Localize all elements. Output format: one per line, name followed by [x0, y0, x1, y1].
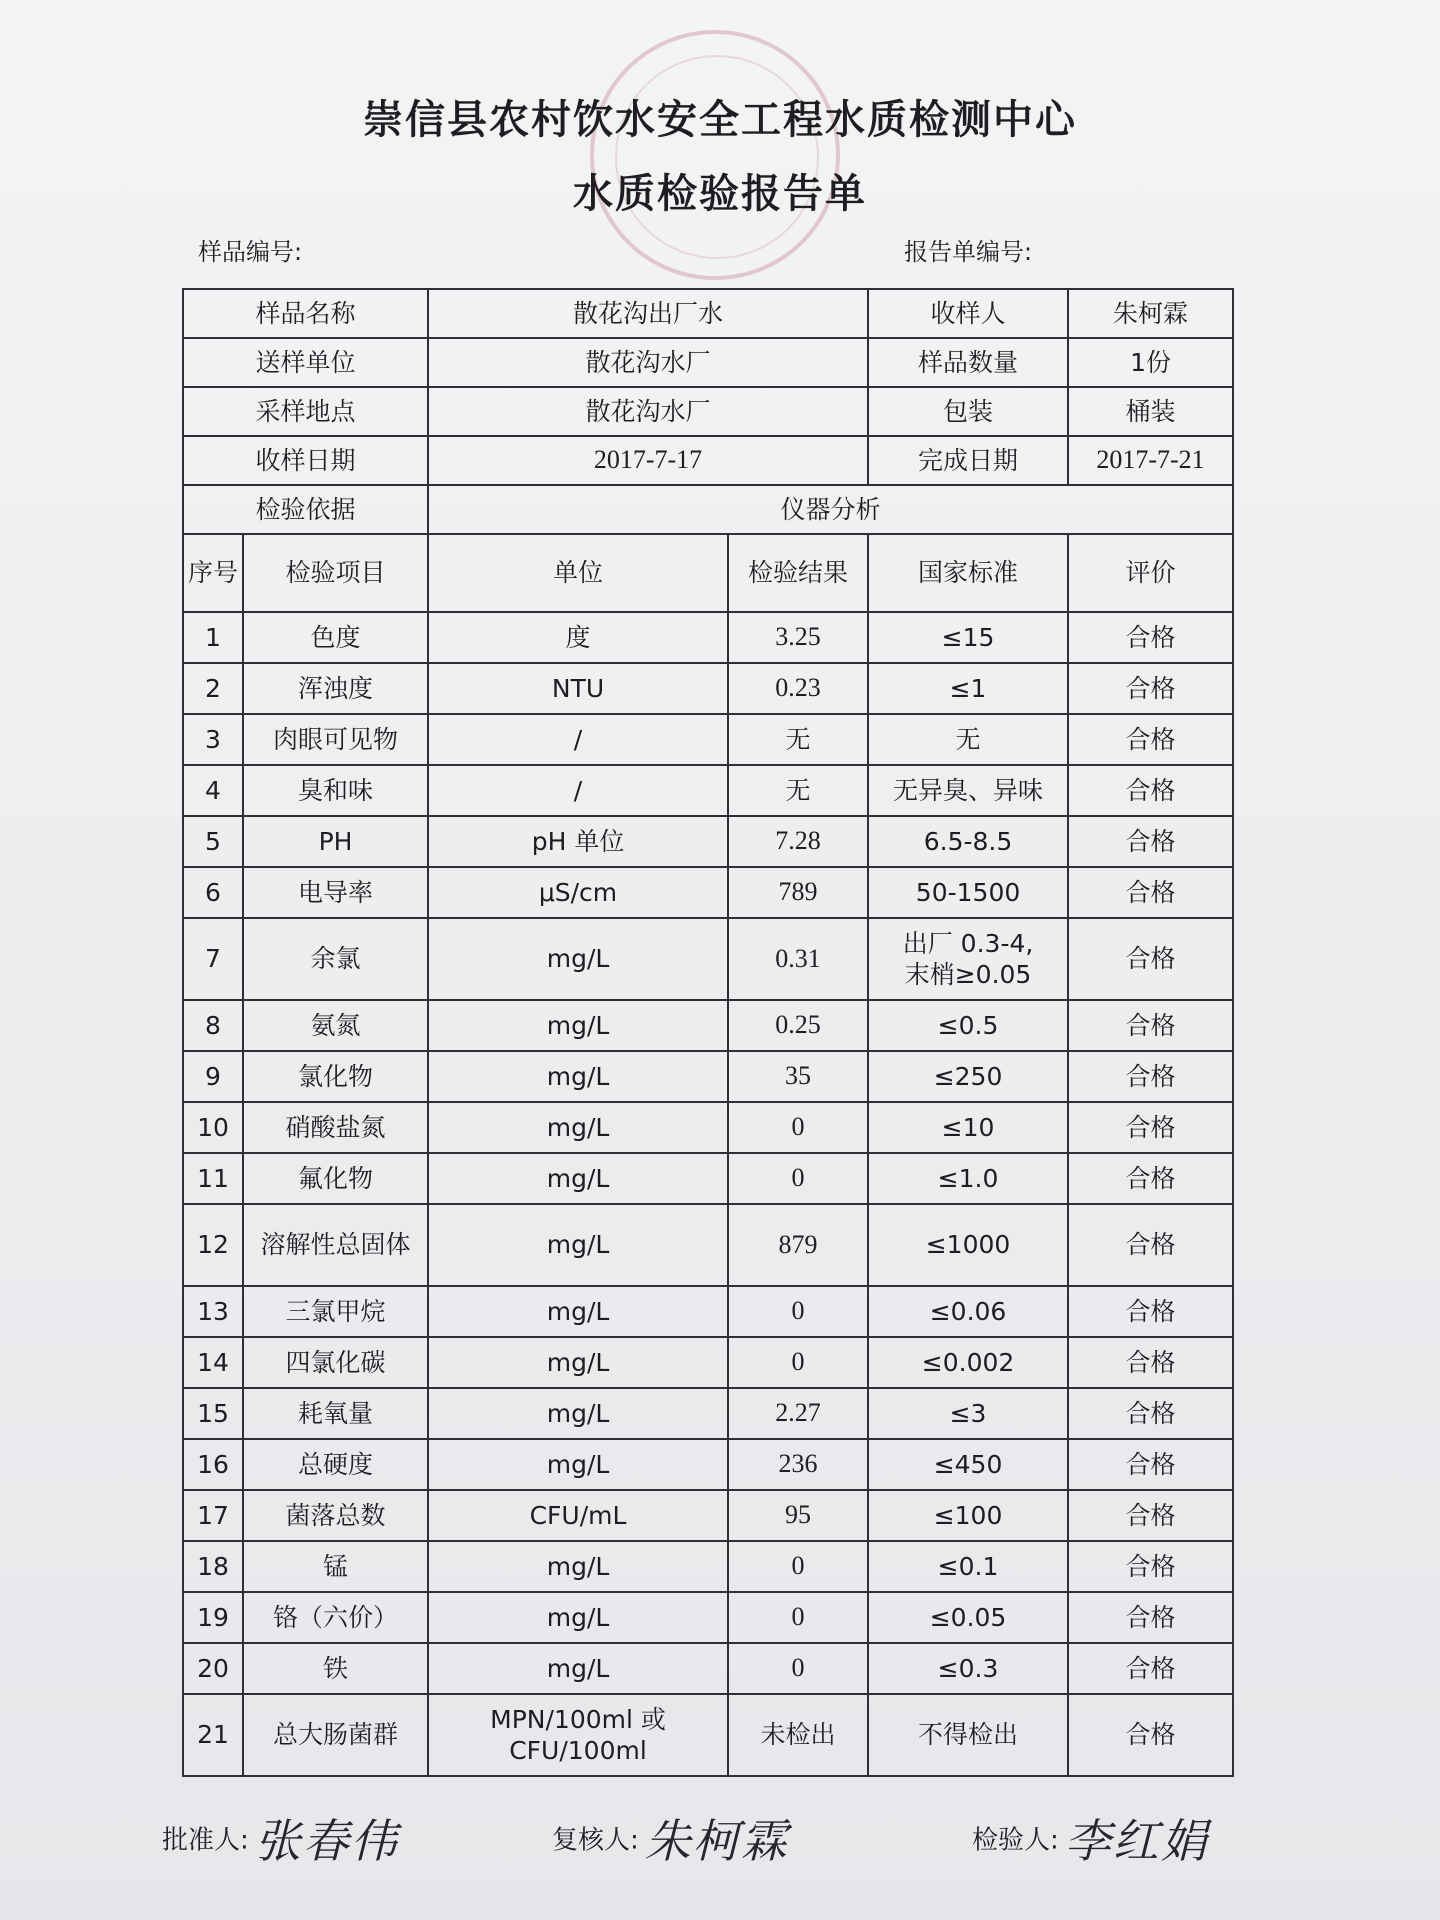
row-unit: CFU/mL — [428, 1490, 728, 1541]
row-unit: mg/L — [428, 1051, 728, 1102]
row-item: 硝酸盐氮 — [243, 1102, 428, 1153]
row-unit: mg/L — [428, 1153, 728, 1204]
row-result: 0 — [728, 1643, 868, 1694]
row-result: 879 — [728, 1204, 868, 1286]
info-label: 样品数量 — [868, 338, 1068, 387]
row-item: 肉眼可见物 — [243, 714, 428, 765]
row-unit-line: MPN/100ml 或 — [490, 1704, 666, 1734]
report-title: 崇信县农村饮水安全工程水质检测中心 — [363, 96, 1077, 143]
row-item: 四氯化碳 — [243, 1337, 428, 1388]
row-result: 无 — [728, 765, 868, 816]
row-evaluation: 合格 — [1068, 918, 1233, 1000]
row-standard: 50-1500 — [868, 867, 1068, 918]
column-header: 国家标准 — [868, 534, 1068, 612]
table-row — [183, 612, 1233, 663]
row-unit: / — [428, 714, 728, 765]
row-unit: mg/L — [428, 1388, 728, 1439]
row-number: 21 — [183, 1694, 243, 1776]
row-result: 0 — [728, 1337, 868, 1388]
row-number: 8 — [183, 1000, 243, 1051]
row-unit: mg/L — [428, 1204, 728, 1286]
row-standard: 无异臭、异味 — [868, 765, 1068, 816]
row-evaluation: 合格 — [1068, 1000, 1233, 1051]
info-row-sample-name — [183, 289, 1233, 338]
row-item: 总硬度 — [243, 1439, 428, 1490]
row-item: 臭和味 — [243, 765, 428, 816]
row-standard — [868, 918, 1068, 1000]
row-item: 色度 — [243, 612, 428, 663]
row-standard: ≤3 — [868, 1388, 1068, 1439]
row-number: 17 — [183, 1490, 243, 1541]
row-item: 锰 — [243, 1541, 428, 1592]
column-header: 序号 — [183, 534, 243, 612]
seal-inner-ring — [615, 55, 819, 259]
row-number: 16 — [183, 1439, 243, 1490]
report-subtitle: 水质检验报告单 — [573, 170, 867, 217]
table-row — [183, 1102, 1233, 1153]
inspector-signature: 李红娟 — [1064, 1814, 1209, 1868]
inspector-label: 检验人: — [972, 1825, 1059, 1856]
row-item: 总大肠菌群 — [243, 1694, 428, 1776]
row-result: 0 — [728, 1102, 868, 1153]
row-unit: mg/L — [428, 1592, 728, 1643]
row-evaluation: 合格 — [1068, 714, 1233, 765]
row-evaluation: 合格 — [1068, 1541, 1233, 1592]
row-result: 0.23 — [728, 663, 868, 714]
info-row-sender — [183, 338, 1233, 387]
row-number: 5 — [183, 816, 243, 867]
table-row — [183, 1694, 1233, 1776]
row-standard: ≤1.0 — [868, 1153, 1068, 1204]
report-number-label: 报告单编号: — [904, 238, 1033, 266]
row-unit: 度 — [428, 612, 728, 663]
info-value: 散花沟水厂 — [428, 338, 868, 387]
row-evaluation: 合格 — [1068, 816, 1233, 867]
row-unit: mg/L — [428, 1541, 728, 1592]
row-number: 20 — [183, 1643, 243, 1694]
row-unit: mg/L — [428, 1000, 728, 1051]
row-result: 未检出 — [728, 1694, 868, 1776]
row-standard-line: 末梢≥0.05 — [904, 960, 1032, 989]
row-unit: mg/L — [428, 1337, 728, 1388]
row-result: 95 — [728, 1490, 868, 1541]
table-row — [183, 765, 1233, 816]
row-evaluation: 合格 — [1068, 1051, 1233, 1102]
info-label: 送样单位 — [183, 338, 428, 387]
info-row-dates — [183, 436, 1233, 485]
row-item: 电导率 — [243, 867, 428, 918]
row-result: 0 — [728, 1286, 868, 1337]
column-header: 单位 — [428, 534, 728, 612]
row-standard: ≤0.05 — [868, 1592, 1068, 1643]
inspector-block — [972, 1805, 1209, 1871]
row-result: 3.25 — [728, 612, 868, 663]
row-evaluation: 合格 — [1068, 1490, 1233, 1541]
row-standard: 6.5-8.5 — [868, 816, 1068, 867]
row-result: 789 — [728, 867, 868, 918]
row-number: 9 — [183, 1051, 243, 1102]
row-number: 7 — [183, 918, 243, 1000]
row-standard: ≤250 — [868, 1051, 1068, 1102]
row-result: 0 — [728, 1592, 868, 1643]
row-number: 11 — [183, 1153, 243, 1204]
row-evaluation: 合格 — [1068, 867, 1233, 918]
table-row — [183, 867, 1233, 918]
table-row — [183, 663, 1233, 714]
column-header: 检验项目 — [243, 534, 428, 612]
row-number: 15 — [183, 1388, 243, 1439]
table-row — [183, 714, 1233, 765]
table-row — [183, 1490, 1233, 1541]
row-number: 6 — [183, 867, 243, 918]
row-item: 铁 — [243, 1643, 428, 1694]
row-standard: ≤0.5 — [868, 1000, 1068, 1051]
row-unit: mg/L — [428, 1643, 728, 1694]
row-number: 14 — [183, 1337, 243, 1388]
info-label: 样品名称 — [183, 289, 428, 338]
row-item: 浑浊度 — [243, 663, 428, 714]
row-item: 氯化物 — [243, 1051, 428, 1102]
row-evaluation: 合格 — [1068, 1694, 1233, 1776]
info-label: 包装 — [868, 387, 1068, 436]
row-result: 0 — [728, 1153, 868, 1204]
column-header: 检验结果 — [728, 534, 868, 612]
row-evaluation: 合格 — [1068, 1153, 1233, 1204]
row-unit: μS/cm — [428, 867, 728, 918]
row-evaluation: 合格 — [1068, 1286, 1233, 1337]
row-item: 氟化物 — [243, 1153, 428, 1204]
row-unit: / — [428, 765, 728, 816]
row-number: 18 — [183, 1541, 243, 1592]
row-standard: ≤100 — [868, 1490, 1068, 1541]
info-value: 散花沟水厂 — [428, 387, 868, 436]
row-number: 19 — [183, 1592, 243, 1643]
row-result: 无 — [728, 714, 868, 765]
table-row — [183, 816, 1233, 867]
row-evaluation: 合格 — [1068, 663, 1233, 714]
row-standard: 不得检出 — [868, 1694, 1068, 1776]
row-number: 3 — [183, 714, 243, 765]
row-unit: mg/L — [428, 1286, 728, 1337]
column-header-row — [183, 534, 1233, 612]
reviewer-label: 复核人: — [552, 1825, 639, 1856]
row-standard: ≤450 — [868, 1439, 1068, 1490]
row-standard: ≤0.1 — [868, 1541, 1068, 1592]
column-header: 评价 — [1068, 534, 1233, 612]
row-item: 余氯 — [243, 918, 428, 1000]
table-row — [183, 1337, 1233, 1388]
row-unit: mg/L — [428, 1102, 728, 1153]
row-result: 35 — [728, 1051, 868, 1102]
row-result: 2.27 — [728, 1388, 868, 1439]
row-item: 溶解性总固体 — [243, 1204, 428, 1286]
row-item: 氨氮 — [243, 1000, 428, 1051]
row-unit: mg/L — [428, 918, 728, 1000]
table-row — [183, 918, 1233, 1000]
row-unit: mg/L — [428, 1439, 728, 1490]
row-item: 铬（六价） — [243, 1592, 428, 1643]
info-value: 散花沟出厂水 — [428, 289, 868, 338]
row-item: 三氯甲烷 — [243, 1286, 428, 1337]
info-value: 1份 — [1068, 338, 1233, 387]
row-evaluation: 合格 — [1068, 765, 1233, 816]
approver-block — [162, 1805, 399, 1871]
row-number: 1 — [183, 612, 243, 663]
row-standard-line: 出厂 0.3-4, — [902, 928, 1034, 958]
row-unit-line: CFU/100ml — [509, 1736, 647, 1765]
row-result: 236 — [728, 1439, 868, 1490]
row-result: 0.31 — [728, 918, 868, 1000]
table-row — [183, 1439, 1233, 1490]
row-unit: pH 单位 — [428, 816, 728, 867]
row-standard: ≤15 — [868, 612, 1068, 663]
row-number: 12 — [183, 1204, 243, 1286]
table-row — [183, 1541, 1233, 1592]
reviewer-block — [552, 1805, 789, 1871]
info-value: 2017-7-21 — [1068, 436, 1233, 485]
info-label: 采样地点 — [183, 387, 428, 436]
info-row-location — [183, 387, 1233, 436]
info-value: 朱柯霖 — [1068, 289, 1233, 338]
water-quality-table — [182, 288, 1234, 1777]
row-evaluation: 合格 — [1068, 1592, 1233, 1643]
row-standard: ≤10 — [868, 1102, 1068, 1153]
row-standard: 无 — [868, 714, 1068, 765]
info-label: 检验依据 — [183, 485, 428, 534]
sample-number-label: 样品编号: — [198, 238, 303, 266]
row-evaluation: 合格 — [1068, 612, 1233, 663]
row-item: PH — [243, 816, 428, 867]
info-value: 仪器分析 — [428, 485, 1233, 534]
table-row — [183, 1153, 1233, 1204]
row-number: 4 — [183, 765, 243, 816]
info-value: 桶装 — [1068, 387, 1233, 436]
row-item: 菌落总数 — [243, 1490, 428, 1541]
row-number: 2 — [183, 663, 243, 714]
table-row — [183, 1388, 1233, 1439]
table-row — [183, 1643, 1233, 1694]
row-result: 7.28 — [728, 816, 868, 867]
info-label: 收样人 — [868, 289, 1068, 338]
row-standard: ≤1 — [868, 663, 1068, 714]
row-result: 0 — [728, 1541, 868, 1592]
approver-signature: 张春伟 — [254, 1814, 399, 1868]
approver-label: 批准人: — [162, 1825, 249, 1856]
row-unit — [428, 1694, 728, 1776]
row-evaluation: 合格 — [1068, 1204, 1233, 1286]
row-evaluation: 合格 — [1068, 1337, 1233, 1388]
row-standard: ≤0.3 — [868, 1643, 1068, 1694]
table-row — [183, 1051, 1233, 1102]
table-row — [183, 1204, 1233, 1286]
table-row — [183, 1592, 1233, 1643]
row-item: 耗氧量 — [243, 1388, 428, 1439]
reviewer-signature: 朱柯霖 — [644, 1814, 789, 1868]
row-number: 13 — [183, 1286, 243, 1337]
row-evaluation: 合格 — [1068, 1102, 1233, 1153]
info-label: 收样日期 — [183, 436, 428, 485]
row-result: 0.25 — [728, 1000, 868, 1051]
row-unit: NTU — [428, 663, 728, 714]
official-seal — [590, 30, 840, 280]
table-row — [183, 1286, 1233, 1337]
row-standard: ≤1000 — [868, 1204, 1068, 1286]
table-row — [183, 1000, 1233, 1051]
row-evaluation: 合格 — [1068, 1388, 1233, 1439]
info-row-basis — [183, 485, 1233, 534]
row-number: 10 — [183, 1102, 243, 1153]
row-standard: ≤0.06 — [868, 1286, 1068, 1337]
info-value: 2017-7-17 — [428, 436, 868, 485]
row-evaluation: 合格 — [1068, 1643, 1233, 1694]
info-label: 完成日期 — [868, 436, 1068, 485]
row-evaluation: 合格 — [1068, 1439, 1233, 1490]
row-standard: ≤0.002 — [868, 1337, 1068, 1388]
